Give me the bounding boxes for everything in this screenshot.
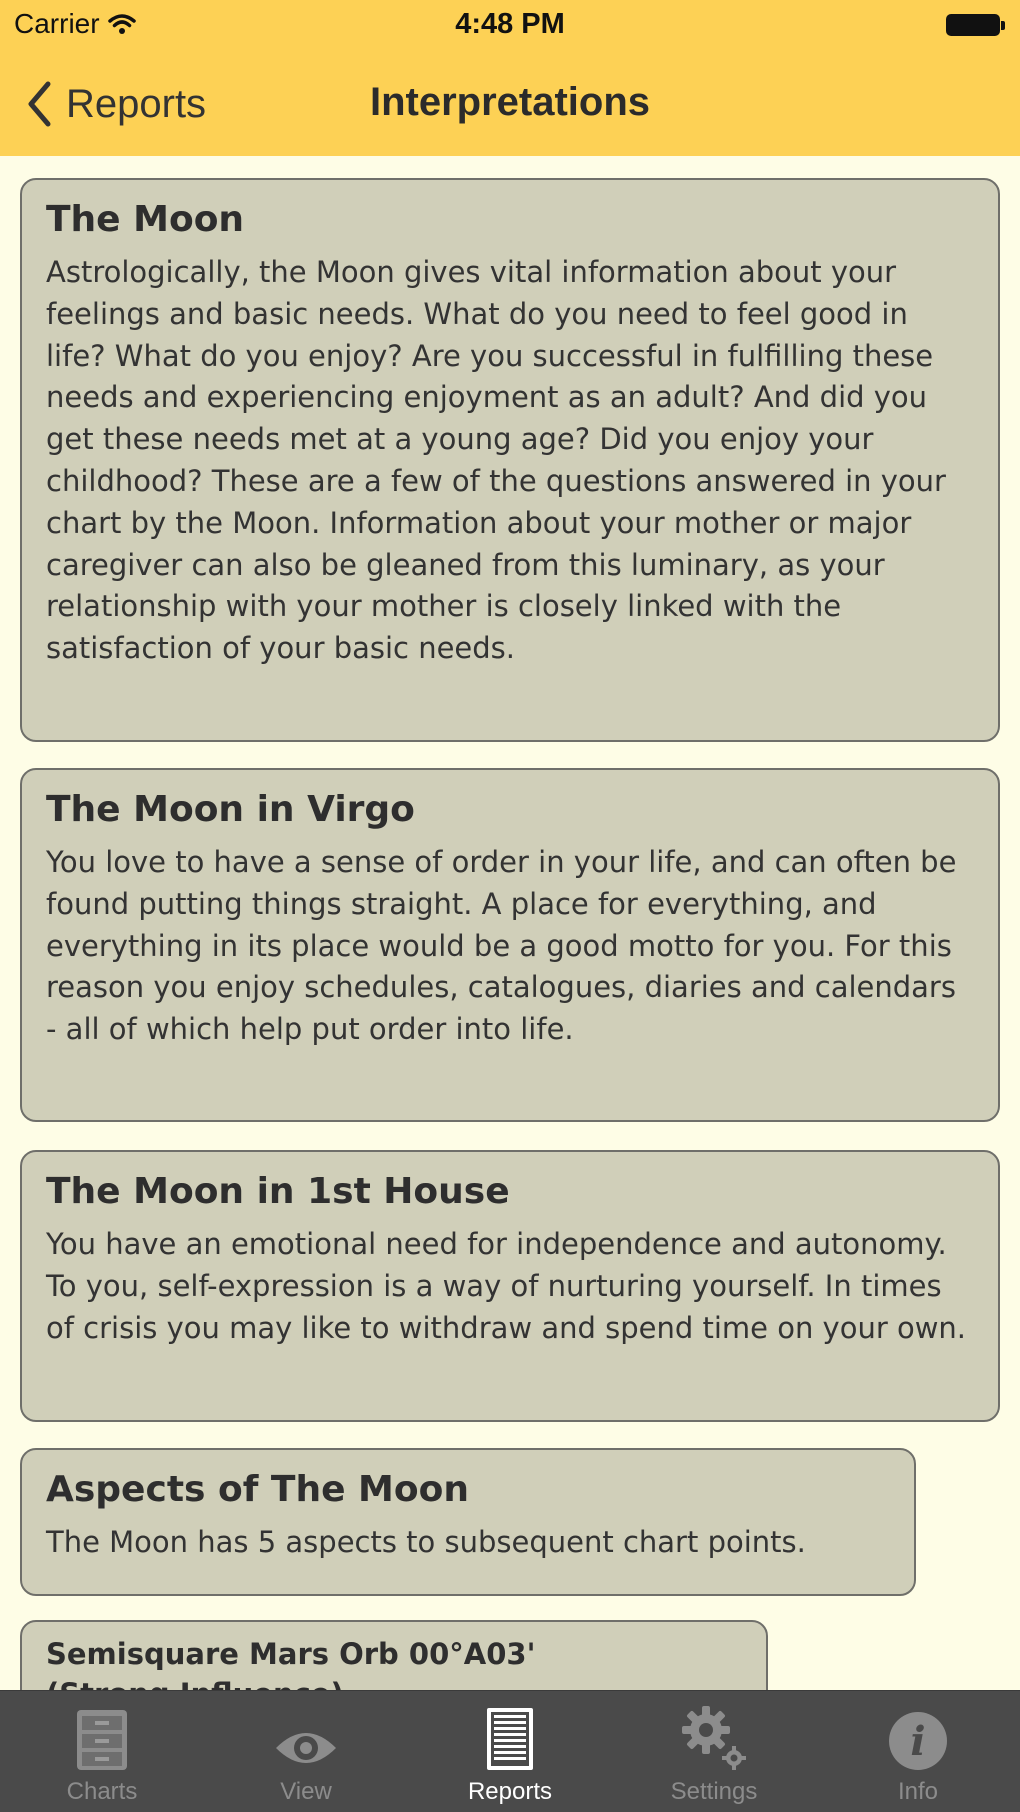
interpretation-card-moon-in-1st-house [20, 1150, 1000, 1422]
charts-cabinet-icon [74, 1708, 130, 1772]
back-button-label: Reports [66, 81, 207, 126]
interpretation-card-moon-in-virgo [20, 768, 1000, 1122]
tab-view[interactable] [204, 1691, 408, 1812]
battery-icon [946, 14, 1000, 36]
card-body: Astrologically, the Moon gives vital information about your feelings and basic needs. What do you need to feel good in life? What do you enjoy? Are you successful in fulfilling these needs and experiencing enjoyment as an adult? And did you get these needs met at a young age? Did you enjoy your childhood? These are a few of the questions answered in your chart by the Moon. Information about your mother or major caregiver can also be gleaned from this luminary, as your relationship with your mother is closely linked with the satisfaction of your basic needs. [46, 255, 946, 666]
interpretation-card-aspects [20, 1448, 916, 1596]
navigation-bar [0, 0, 1020, 156]
aspect-title: Semisquare Mars Orb 00°A03' [46, 1637, 536, 1671]
tab-label: Settings [670, 1778, 758, 1805]
tab-reports[interactable] [408, 1691, 612, 1812]
document-icon [485, 1706, 535, 1772]
card-body: You have an emotional need for independence and autonomy. To you, self-expression is a way of nurturing yourself. In times of crisis you may like to withdraw and spend time on your own. [46, 1227, 967, 1345]
interpretations-list[interactable] [0, 156, 1020, 1690]
card-body: You love to have a sense of order in your life, and can often be found putting things straight. A place for everything, and everything in its place would be a good motto for you. For this reason you enjoy schedules, catalogues, diaries and calendars - all of which help put order into life. [46, 845, 957, 1047]
card-title: The Moon [46, 199, 245, 240]
card-body: The Moon has 5 aspects to subsequent chart points. [46, 1525, 806, 1559]
tab-settings[interactable] [612, 1691, 816, 1812]
status-time: 4:48 PM [455, 8, 565, 40]
interpretation-card-moon [20, 178, 1000, 742]
tab-label: View [280, 1778, 332, 1805]
card-title: The Moon in Virgo [46, 789, 415, 830]
tab-label: Info [897, 1778, 939, 1805]
tab-label: Charts [66, 1778, 138, 1805]
info-icon [887, 1710, 949, 1772]
tab-bar [0, 1690, 1020, 1812]
card-title: Aspects of The Moon [46, 1469, 469, 1510]
carrier-label: Carrier [14, 8, 100, 39]
tab-info[interactable] [816, 1691, 1020, 1812]
eye-icon [274, 1724, 338, 1772]
tab-label: Reports [467, 1778, 553, 1805]
svg-text:i: i [910, 1718, 926, 1765]
card-title: The Moon in 1st House [46, 1171, 510, 1212]
tab-charts[interactable] [0, 1691, 204, 1812]
page-title: Interpretations [369, 80, 651, 124]
gear-icon [680, 1704, 748, 1772]
